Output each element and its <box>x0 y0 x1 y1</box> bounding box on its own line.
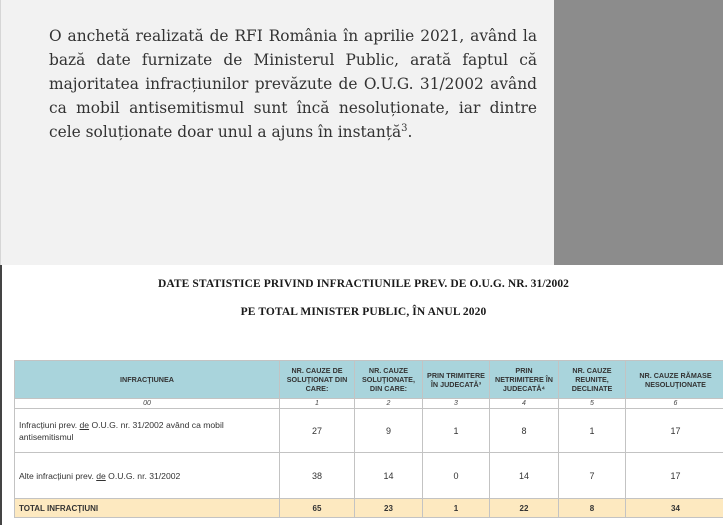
table-row <box>15 453 723 499</box>
row-label-prefix: Infracțiuni prev. <box>19 419 80 430</box>
table-header-row <box>15 361 723 399</box>
row-label <box>15 409 280 453</box>
statistics-section <box>0 265 723 525</box>
row-label-underlined: de <box>96 470 106 481</box>
table-title-line-2: PE TOTAL MINISTER PUBLIC, ÎN ANUL 2020 <box>240 306 487 318</box>
total-row <box>15 499 723 518</box>
table-cell: 9 <box>355 409 423 453</box>
total-cell: 65 <box>280 499 355 518</box>
total-cell: 8 <box>559 499 626 518</box>
header-solutionate: NR. CAUZE SOLUŢIONATE, DIN CARE: <box>355 361 423 399</box>
index-cell: 1 <box>280 399 355 409</box>
footnote-marker: 3 <box>401 122 408 134</box>
header-ramase: NR. CAUZE RĂMASE NESOLUŢIONATE <box>626 361 723 399</box>
table-row <box>15 409 723 453</box>
row-label-prefix: Alte infracțiuni prev. <box>19 470 97 481</box>
total-cell: 1 <box>423 499 490 518</box>
index-cell: 4 <box>490 399 559 409</box>
paragraph-text: O anchetă realizată de RFI România în aprilie 2021, având la bază date furnizate de Ministerul Public, arată faptul că majoritatea infracțiunilor prevăzute de O.U.G. 31/2002 având ca mobil antisemitismul sunt încă nesoluționate, iar dintre cele soluționate doar unul a ajuns în instanță <box>49 27 537 141</box>
row-label-underlined: de <box>79 419 90 430</box>
index-cell: 6 <box>626 399 723 409</box>
table-cell: 17 <box>626 453 723 499</box>
table-cell: 38 <box>280 453 355 499</box>
gray-side-panel <box>554 0 723 265</box>
index-cell: 2 <box>355 399 423 409</box>
index-cell: 00 <box>15 399 280 409</box>
header-reunite: NR. CAUZE REUNITE, DECLINATE <box>559 361 626 399</box>
total-cell: 22 <box>490 499 559 518</box>
row-label <box>15 453 280 499</box>
total-label: TOTAL INFRACŢIUNI <box>15 499 280 518</box>
statistics-table <box>14 360 723 518</box>
header-de-solutionat: NR. CAUZE DE SOLUŢIONAT DIN CARE: <box>280 361 355 399</box>
table-cell: 1 <box>559 409 626 453</box>
table-cell: 7 <box>559 453 626 499</box>
index-cell: 5 <box>559 399 626 409</box>
table-title-line-1: DATE STATISTICE PRIVIND INFRACTIUNILE PREV. DE O.U.G. NR. 31/2002 <box>157 278 570 290</box>
table-cell: 8 <box>490 409 559 453</box>
table-cell: 1 <box>423 409 490 453</box>
total-cell: 34 <box>626 499 723 518</box>
body-paragraph: O anchetă realizată de RFI România în aprilie 2021, având la bază date furnizate de Ministerul Public, arată faptul că majoritatea infracțiunilor prevăzute de O.U.G. 31/2002 având ca mobil antisemitismul sunt încă nesoluționate, iar dintre cele soluționate doar unul a ajuns în instanță$^3$. <box>49 27 537 141</box>
table-cell: 14 <box>355 453 423 499</box>
table-cell: 17 <box>626 409 723 453</box>
table-cell: 0 <box>423 453 490 499</box>
column-index-row <box>15 399 723 409</box>
table-cell: 14 <box>490 453 559 499</box>
table-cell: 27 <box>280 409 355 453</box>
row-label-suffix: O.U.G. nr. 31/2002 <box>105 470 181 481</box>
header-netrimitere: PRIN NETRIMITERE ÎN JUDECATĂ⁴ <box>490 361 559 399</box>
header-infractiunea: INFRACŢIUNEA <box>15 361 280 399</box>
total-cell: 23 <box>355 499 423 518</box>
header-trimitere: PRIN TRIMITERE ÎN JUDECATĂ³ <box>423 361 490 399</box>
row-label-suffix: O.U.G. nr. 31/2002 având ca mobil antisemitismul <box>19 419 224 442</box>
index-cell: 3 <box>423 399 490 409</box>
